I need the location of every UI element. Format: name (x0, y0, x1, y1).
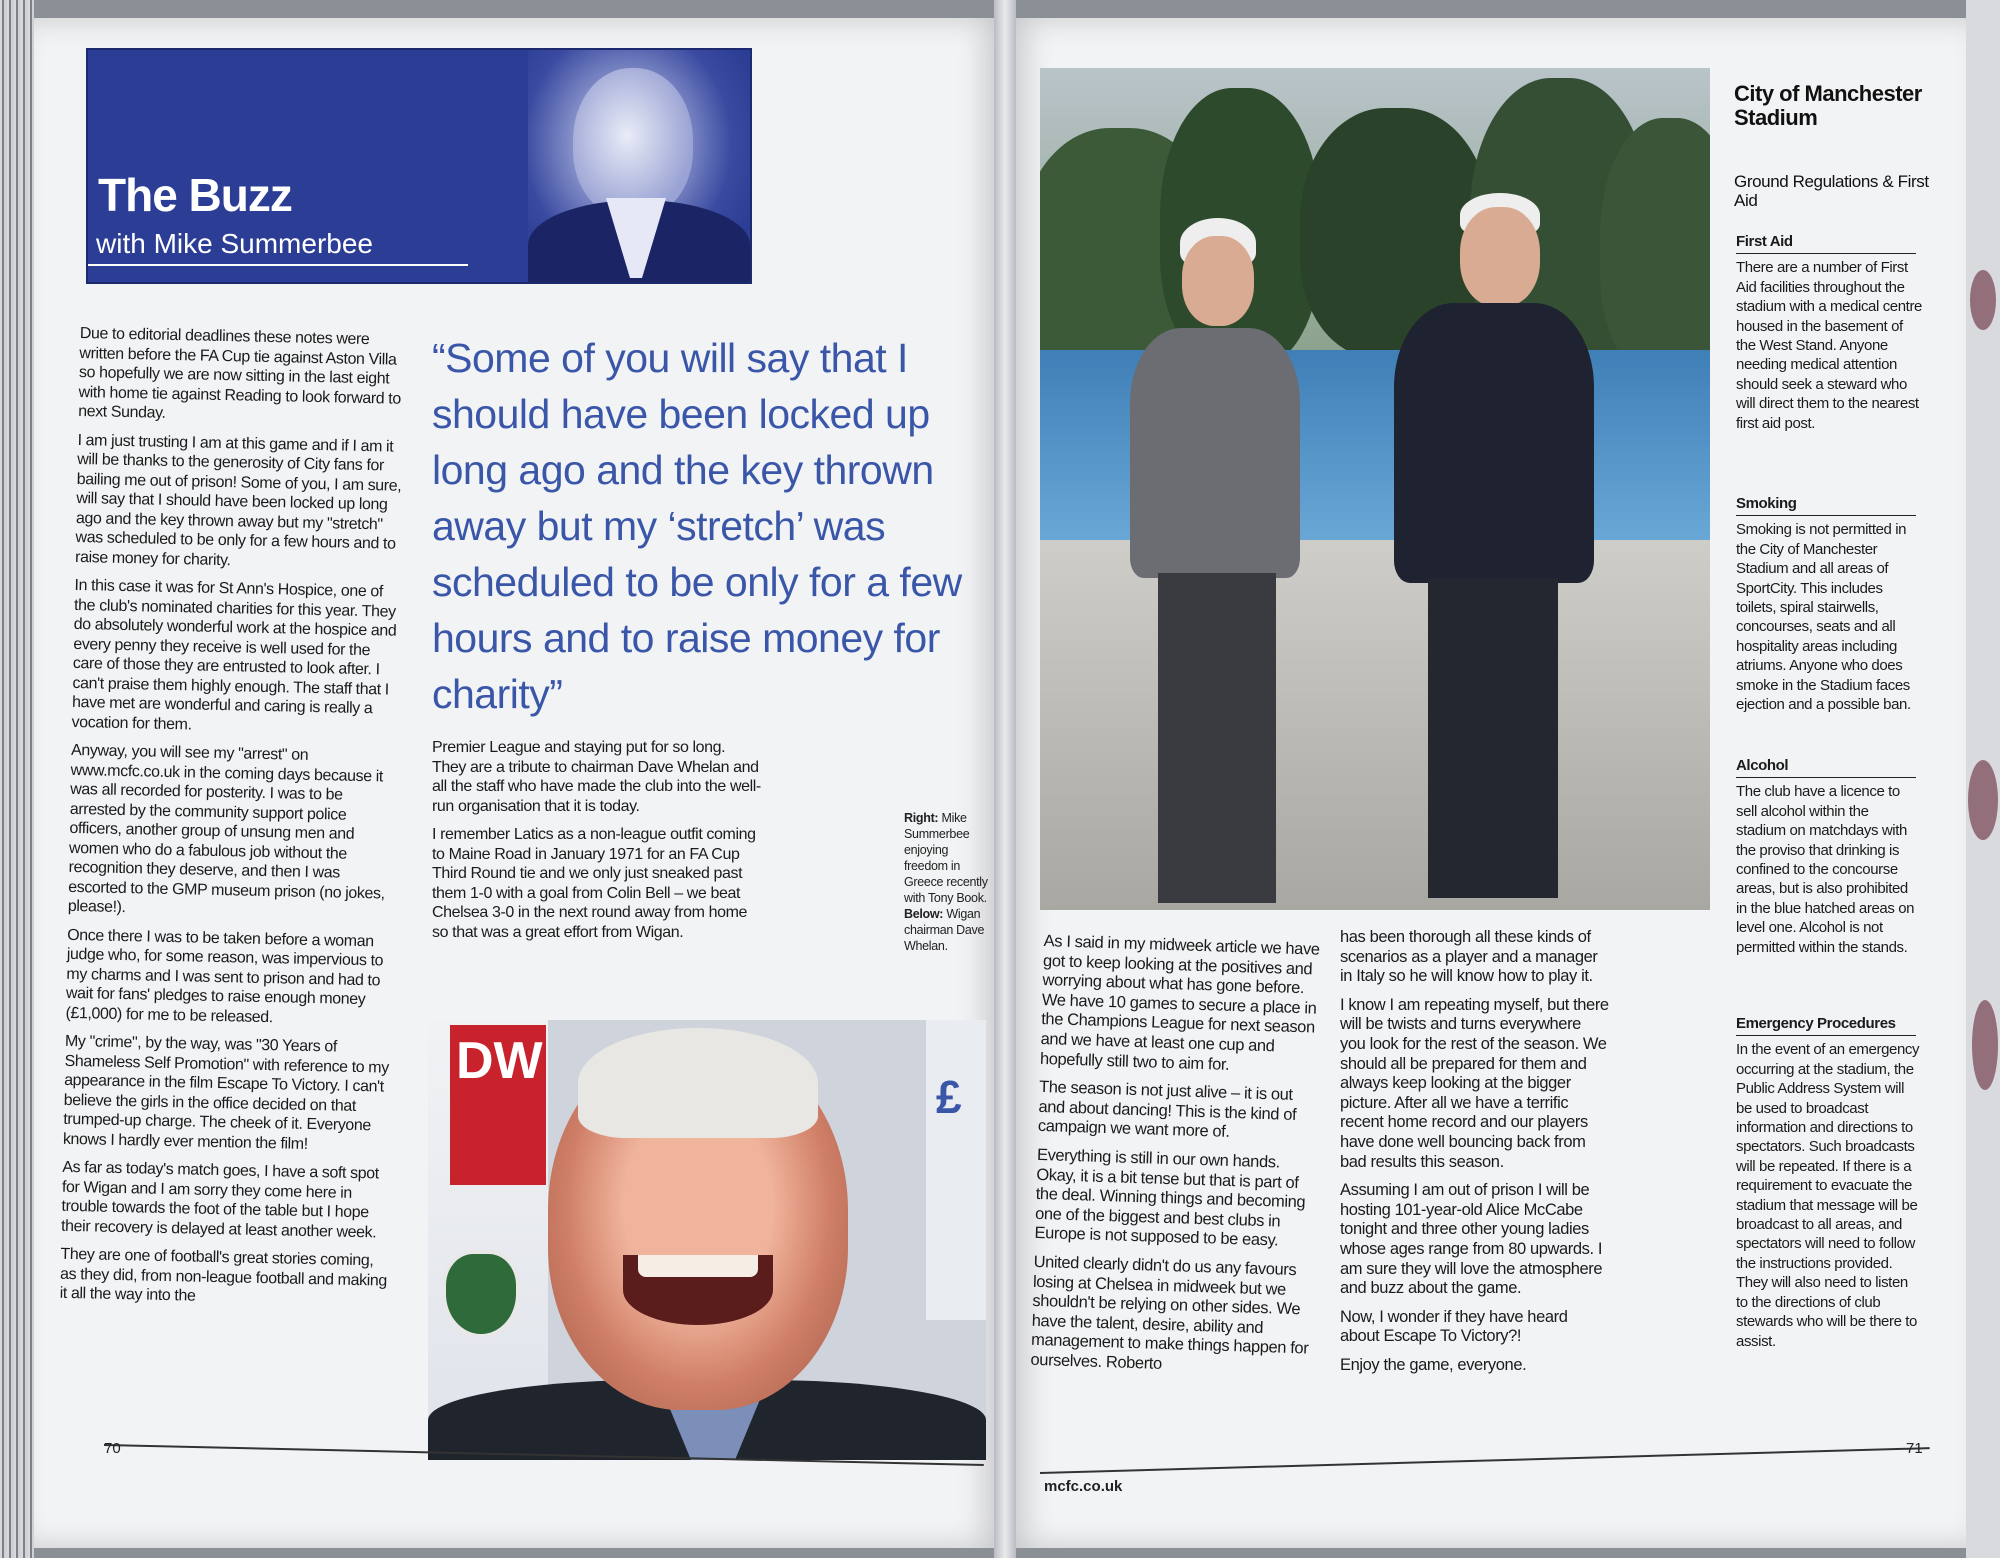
paragraph: Premier League and staying put for so long. They are a tribute to chairman Dave Whelan and all the staff who have made the club into the well-run organisation that it is today. (432, 739, 761, 815)
paragraph: I know I am repeating myself, but there will be twists and turns everywhere you look for the rest of the season. We should all be prepared for them and always keep looking at the bigger picture. After all we have a terrific recent home record and our players have done well bouncing back from bad results this season. (1340, 995, 1609, 1171)
article-column-2 (432, 738, 762, 951)
caption-below-text: Wigan chairman Dave Whelan. (904, 907, 985, 953)
regulation-text: In the event of an emergency occurring at the stadium, the Public Address System will be used to broadcast information and directions to spectators. Such broadcasts will be repeated. If there is a requirement to evacuate the stadium that message will be broadcast to all areas, and spectators will need to follow the instructions provided. They will also need to listen to the directions of club stewards who will be there to assist. (1736, 1041, 1920, 1350)
regulation-alcohol (1736, 756, 1922, 957)
website-link: mcfc.co.uk (1044, 1478, 1123, 1495)
sidebar-title: City of Manchester Stadium (1734, 81, 1922, 130)
regulation-heading: Smoking (1736, 494, 1916, 516)
subtitle-underline (88, 264, 468, 266)
paragraph: Due to editorial deadlines these notes were written before the FA Cup tie against Aston Villa so hopefully we are now sitting in the last eight with home tie against Reading to look forward to next Sunday. (77, 324, 402, 422)
paragraph: United clearly didn't do us any favours losing at Chelsea in midweek but we shouldn't be relying on other sides. We have the talent, desire, ability and management to make things happen for ourselves. Roberto (1030, 1252, 1309, 1373)
regulation-text: The club have a licence to sell alcohol within the stadium on matchdays with the proviso that drinking is confined to the concourse areas, but is also prohibited in the blue hatched areas on level one. Alcohol is not permitted within the stands. (1736, 783, 1915, 956)
paragraph: Everything is still in our own hands. Okay, it is a bit tense but that is part of the deal. Winning things and becoming one of the biggest and best clubs in Europe is not supposed to be easy. (1034, 1145, 1306, 1250)
paragraph: Once there I was to be taken before a woman judge who, for some reason, was impervious to my charms and I was sent to prison and had to wait for fans' pledges to raise enough money (£1,000) for me to be released. (65, 926, 384, 1026)
header-banner (86, 48, 752, 284)
article-column-4 (1340, 928, 1610, 1384)
paragraph: I am just trusting I am at this game and if I am it will be thanks to the generosity of City fans for bailing me out of prison! Some of you, I am sure, will say that I should have been locked up long ago and the key thrown away but my "stretch" was scheduled to be only for a few hours and to raise money for charity. (74, 431, 402, 569)
summerbee-portrait (528, 50, 750, 282)
caption-below-label: Below: (904, 907, 944, 921)
sidebar-subtitle: Ground Regulations & First Aid (1734, 172, 1929, 210)
dave-whelan-photo (428, 1020, 986, 1460)
sponsor-board-text: DW (456, 1032, 543, 1090)
column-title: The Buzz (98, 169, 292, 221)
article-column-3 (1030, 932, 1322, 1388)
paragraph: In this case it was for St Ann's Hospice, one of the club's nominated charities for this year. They do absolutely wonderful work at the hospice and every penny they receive is well used for the care of those they are entrusted to look after. I can't praise them highly enough. The staff that I have met are wonderful and caring is really a vocation for them. (71, 576, 397, 733)
regulation-text: There are a number of First Aid facilities throughout the stadium with a medical centre housed in the basement of the West Stand. Anyone needing medical attention should seek a steward who will direct them to the nearest first aid post. (1736, 259, 1922, 432)
column-subtitle: with Mike Summerbee (96, 228, 373, 259)
paragraph: As I said in my midweek article we have got to keep looking at the positives and worrying about what has gone before. We have 10 games to secure a place in the Champions League for next season and we have at least one cup and hopefully still two to aim for. (1039, 932, 1320, 1074)
regulation-heading: Alcohol (1736, 756, 1916, 778)
wigan-crest-icon (442, 1250, 520, 1338)
paragraph: Assuming I am out of prison I will be hosting 101-year-old Alice McCabe tonight and three other young ladies whose ages range from 80 upwards. I am sure they will love the atmosphere and buzz about the game. (1340, 1181, 1603, 1298)
article-column-1 (59, 324, 408, 1319)
paragraph: I remember Latics as a non-league outfit coming to Maine Road in January 1971 for an FA Cup Third Round tie and we only just sneaked past them 1-0 with a goal from Colin Bell – we beat Chelsea 3-0 in the next round away from home so that was a great effort from Wigan. (432, 826, 756, 941)
photo-caption (904, 810, 994, 954)
sponsor-board-right-text: £ (936, 1071, 962, 1123)
regulation-heading: Emergency Procedures (1736, 1014, 1916, 1036)
caption-right-label: Right: (904, 811, 939, 825)
paragraph: Now, I wonder if they have heard about Escape To Victory?! (1340, 1307, 1568, 1346)
regulation-heading: First Aid (1736, 232, 1916, 254)
page-number-right: 71 (1906, 1440, 1923, 1457)
paragraph: My "crime", by the way, was "30 Years of Shameless Self Promotion" with reference to my appearance in the film Escape To Victory. I can't believe the girls in the office decided on that trumped-up charge. The cheek of it. Everyone knows I hardly ever mention the film! (62, 1032, 389, 1153)
paragraph: As far as today's match goes, I have a soft spot for Wigan and I am sorry they come here in trouble towards the foot of the table but I hope their recovery is delayed at least another week. (60, 1158, 379, 1241)
regulation-text: Smoking is not permitted in the City of Manchester Stadium and all areas of SportCity. This includes toilets, spiral stairwells, concourses, seats and all hospitality areas including atriums. Anyone who does smoke in the Stadium faces ejection and a possible ban. (1736, 521, 1911, 714)
summerbee-book-photo (1040, 68, 1710, 910)
page-number-left: 70 (104, 1440, 121, 1457)
regulation-smoking (1736, 494, 1922, 714)
page-stack-edge (0, 0, 34, 1558)
regulation-first-aid (1736, 232, 1922, 433)
paragraph: Enjoy the game, everyone. (1340, 1355, 1527, 1374)
paragraph: The season is not just alive – it is out and about dancing! This is the kind of campaign we want more of. (1037, 1078, 1297, 1142)
page-right-edge (1966, 0, 2000, 1558)
paragraph: Anyway, you will see my "arrest" on www.mcfc.co.uk in the coming days because it was all recorded for posterity. I was to be arrested by the community support police officers, another group of unsung men and women who do a fabulous job without the recognition they deserve, and then I was escorted to the GMP museum prison (no jokes, please!). (67, 741, 385, 917)
regulation-emergency (1736, 1014, 1922, 1351)
paragraph: They are one of football's great stories coming, as they did, from non-league football and making it all the way into the (59, 1245, 388, 1305)
caption-right-text: Mike Summerbee enjoying freedom in Greece recently with Tony Book. (904, 811, 988, 905)
paragraph: has been thorough all these kinds of scenarios as a player and a manager in Italy so he will know how to play it. (1340, 928, 1598, 986)
pull-quote: “Some of you will say that I should have been locked up long ago and the key thrown away but my ‘stretch’ was scheduled to be only for a few hours and to raise money for charity” (432, 335, 962, 717)
binding-gutter (994, 0, 1016, 1558)
